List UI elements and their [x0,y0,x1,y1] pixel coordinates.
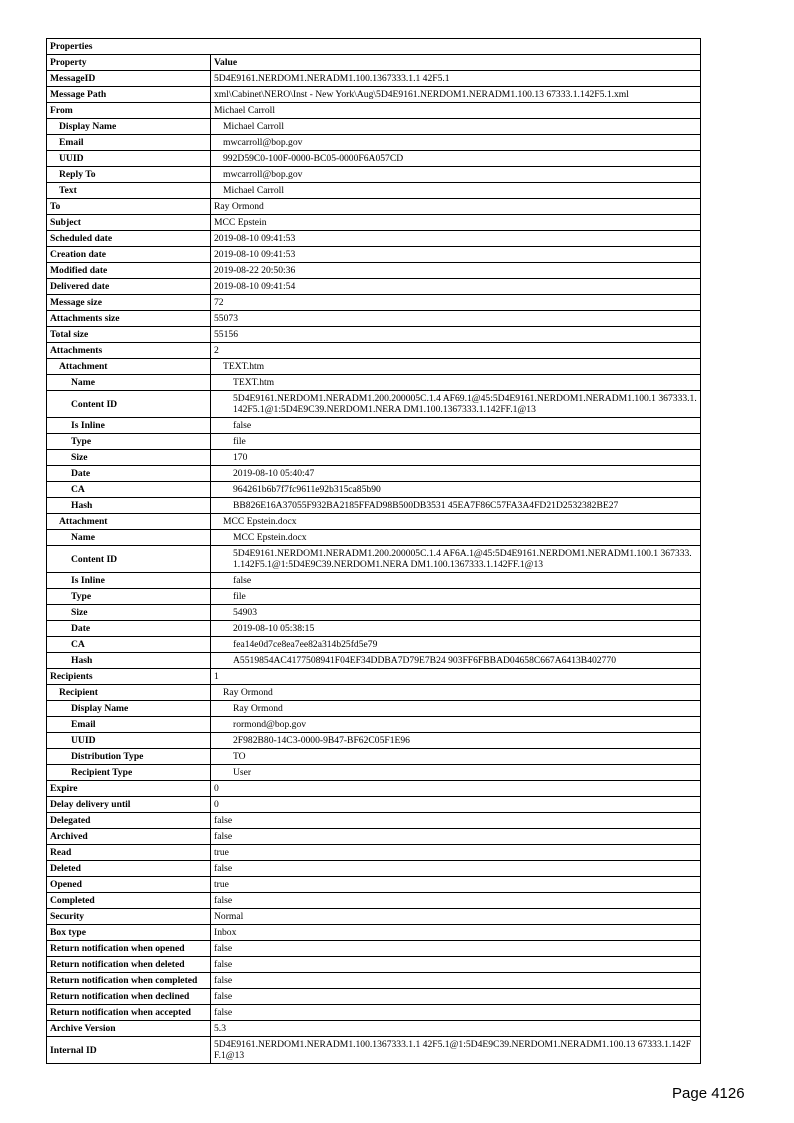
property-value: false [211,973,701,989]
property-value: 2019-08-10 09:41:54 [211,279,701,295]
table-row [47,845,701,861]
property-name: Attachments size [47,311,211,327]
table-row [47,829,701,845]
table-row [47,119,701,135]
table-row [47,605,701,621]
property-name: Attachment [47,359,211,375]
table-row [47,530,701,546]
table-row [47,701,701,717]
table-title: Properties [47,39,701,55]
property-value: 54903 [211,605,701,621]
property-value: Ray Ormond [211,701,701,717]
table-row [47,669,701,685]
table-row [47,797,701,813]
table-row [47,359,701,375]
property-name: Completed [47,893,211,909]
property-value: false [211,893,701,909]
property-value: false [211,989,701,1005]
property-value: User [211,765,701,781]
property-value: 55156 [211,327,701,343]
property-value: 170 [211,450,701,466]
property-name: Scheduled date [47,231,211,247]
property-name: Deleted [47,861,211,877]
property-value: BB826E16A37055F932BA2185FFAD98B500DB3531 45EA7F86C57FA3A4FD21D2532382BE27 [211,498,701,514]
table-row [47,589,701,605]
property-value: Ray Ormond [211,199,701,215]
property-name: Recipient [47,685,211,701]
property-name: Type [47,589,211,605]
table-row [47,103,701,119]
property-value: 55073 [211,311,701,327]
property-name: Distribution Type [47,749,211,765]
property-name: Delegated [47,813,211,829]
table-row [47,941,701,957]
property-name: MessageID [47,71,211,87]
property-name: Is Inline [47,418,211,434]
property-name: Internal ID [47,1037,211,1064]
property-name: Return notification when accepted [47,1005,211,1021]
property-value: Michael Carroll [211,103,701,119]
table-row [47,621,701,637]
table-row [47,343,701,359]
property-name: Hash [47,498,211,514]
property-name: To [47,199,211,215]
properties-body [47,71,701,1064]
property-name: Display Name [47,119,211,135]
property-value: Ray Ormond [211,685,701,701]
property-value: false [211,941,701,957]
property-value: 5D4E9161.NERDOM1.NERADM1.100.1367333.1.1 42F5.1 [211,71,701,87]
property-name: Name [47,375,211,391]
property-value: TEXT.htm [211,375,701,391]
property-value: false [211,957,701,973]
property-value: 72 [211,295,701,311]
table-row [47,263,701,279]
value-column-header: Value [211,55,701,71]
property-name: Email [47,135,211,151]
property-value: 1 [211,669,701,685]
property-value: false [211,573,701,589]
table-row [47,215,701,231]
property-name: Return notification when declined [47,989,211,1005]
table-row [47,418,701,434]
property-value: A5519854AC4177508941F04EF34DDBA7D79E7B24 903FF6FBBAD04658C667A6413B402770 [211,653,701,669]
table-row [47,749,701,765]
property-value: file [211,434,701,450]
property-value: 0 [211,781,701,797]
table-row [47,183,701,199]
property-value: true [211,845,701,861]
property-name: Subject [47,215,211,231]
property-name: Date [47,621,211,637]
property-name: Return notification when completed [47,973,211,989]
property-value: 964261b6b7f7fc9611e92b315ca85b90 [211,482,701,498]
table-row [47,327,701,343]
table-row [47,87,701,103]
property-value: false [211,1005,701,1021]
table-row [47,909,701,925]
property-name: Expire [47,781,211,797]
property-name: Delay delivery until [47,797,211,813]
property-value: mwcarroll@bop.gov [211,167,701,183]
property-name: Opened [47,877,211,893]
property-value: 0 [211,797,701,813]
property-value: Normal [211,909,701,925]
table-row [47,685,701,701]
table-row [47,434,701,450]
property-value: 2019-08-10 05:40:47 [211,466,701,482]
property-value: 2019-08-10 09:41:53 [211,247,701,263]
property-name: Security [47,909,211,925]
table-row [47,957,701,973]
property-value: fea14e0d7ce8ea7ee82a314b25fd5e79 [211,637,701,653]
property-value: false [211,861,701,877]
table-row [47,279,701,295]
property-name: CA [47,637,211,653]
property-value: 5D4E9161.NERDOM1.NERADM1.200.200005C.1.4 AF69.1@45:5D4E9161.NERDOM1.NERADM1.100.1 367333.1.142F5.1@1:5D4E9C39.NERDOM1.NERA DM1.100.1367333.1.142FF.1@13 [211,391,701,418]
property-name: Archive Version [47,1021,211,1037]
property-value: 5.3 [211,1021,701,1037]
property-value: 2F982B80-14C3-0000-9B47-BF62C05F1E96 [211,733,701,749]
properties-table [46,38,701,1064]
table-row [47,466,701,482]
table-row [47,877,701,893]
property-name: Reply To [47,167,211,183]
property-name: Return notification when deleted [47,957,211,973]
property-name: Message Path [47,87,211,103]
table-row [47,135,701,151]
property-name: UUID [47,733,211,749]
table-row [47,861,701,877]
property-name: Creation date [47,247,211,263]
property-value: file [211,589,701,605]
property-name: Total size [47,327,211,343]
table-row [47,375,701,391]
table-row [47,71,701,87]
property-value: TO [211,749,701,765]
table-title-row [47,39,701,55]
table-row [47,653,701,669]
property-name: Text [47,183,211,199]
property-name: Size [47,605,211,621]
property-value: Inbox [211,925,701,941]
property-column-header: Property [47,55,211,71]
property-name: Box type [47,925,211,941]
property-name: Modified date [47,263,211,279]
table-row [47,311,701,327]
page-number: Page 4126 [672,1085,745,1102]
table-row [47,813,701,829]
table-row [47,781,701,797]
property-name: Read [47,845,211,861]
property-value: xml\Cabinet\NERO\Inst - New York\Aug\5D4E9161.NERDOM1.NERADM1.100.13 67333.1.142F5.1.xml [211,87,701,103]
property-name: Display Name [47,701,211,717]
property-name: Archived [47,829,211,845]
property-name: UUID [47,151,211,167]
table-row [47,1037,701,1064]
property-name: Recipients [47,669,211,685]
property-value: 2 [211,343,701,359]
property-value: mwcarroll@bop.gov [211,135,701,151]
property-name: Date [47,466,211,482]
table-row [47,1005,701,1021]
property-name: Attachments [47,343,211,359]
property-name: Is Inline [47,573,211,589]
property-name: From [47,103,211,119]
property-name: CA [47,482,211,498]
table-row [47,450,701,466]
property-value: 2019-08-22 20:50:36 [211,263,701,279]
property-value: rormond@bop.gov [211,717,701,733]
table-row [47,989,701,1005]
table-row [47,514,701,530]
table-row [47,199,701,215]
table-row [47,295,701,311]
property-name: Hash [47,653,211,669]
table-row [47,973,701,989]
property-name: Recipient Type [47,765,211,781]
property-name: Size [47,450,211,466]
table-row [47,498,701,514]
table-row [47,573,701,589]
property-name: Name [47,530,211,546]
property-value: false [211,829,701,845]
table-row [47,637,701,653]
table-row [47,167,701,183]
table-row [47,717,701,733]
table-row [47,893,701,909]
table-row [47,231,701,247]
property-value: 2019-08-10 05:38:15 [211,621,701,637]
property-name: Content ID [47,391,211,418]
property-value: false [211,813,701,829]
property-value: MCC Epstein [211,215,701,231]
property-value: TEXT.htm [211,359,701,375]
property-value: Michael Carroll [211,119,701,135]
table-row [47,151,701,167]
property-value: true [211,877,701,893]
table-row [47,546,701,573]
property-value: false [211,418,701,434]
table-row [47,1021,701,1037]
property-value: 5D4E9161.NERDOM1.NERADM1.200.200005C.1.4 AF6A.1@45:5D4E9161.NERDOM1.NERADM1.100.1 367333.1.142F5.1@1:5D4E9C39.NERDOM1.NERA DM1.100.1367333.1.142FF.1@13 [211,546,701,573]
property-value: Michael Carroll [211,183,701,199]
table-row [47,765,701,781]
property-value: 992D59C0-100F-0000-BC05-0000F6A057CD [211,151,701,167]
property-value: MCC Epstein.docx [211,530,701,546]
property-name: Email [47,717,211,733]
property-name: Type [47,434,211,450]
property-name: Delivered date [47,279,211,295]
table-row [47,391,701,418]
property-name: Attachment [47,514,211,530]
table-row [47,482,701,498]
property-name: Return notification when opened [47,941,211,957]
table-row [47,733,701,749]
table-row [47,925,701,941]
property-value: 2019-08-10 09:41:53 [211,231,701,247]
property-value: 5D4E9161.NERDOM1.NERADM1.100.1367333.1.1 42F5.1@1:5D4E9C39.NERDOM1.NERADM1.100.13 67333.1.142FF.1@13 [211,1037,701,1064]
property-name: Message size [47,295,211,311]
table-header-row [47,55,701,71]
property-name: Content ID [47,546,211,573]
table-row [47,247,701,263]
property-value: MCC Epstein.docx [211,514,701,530]
